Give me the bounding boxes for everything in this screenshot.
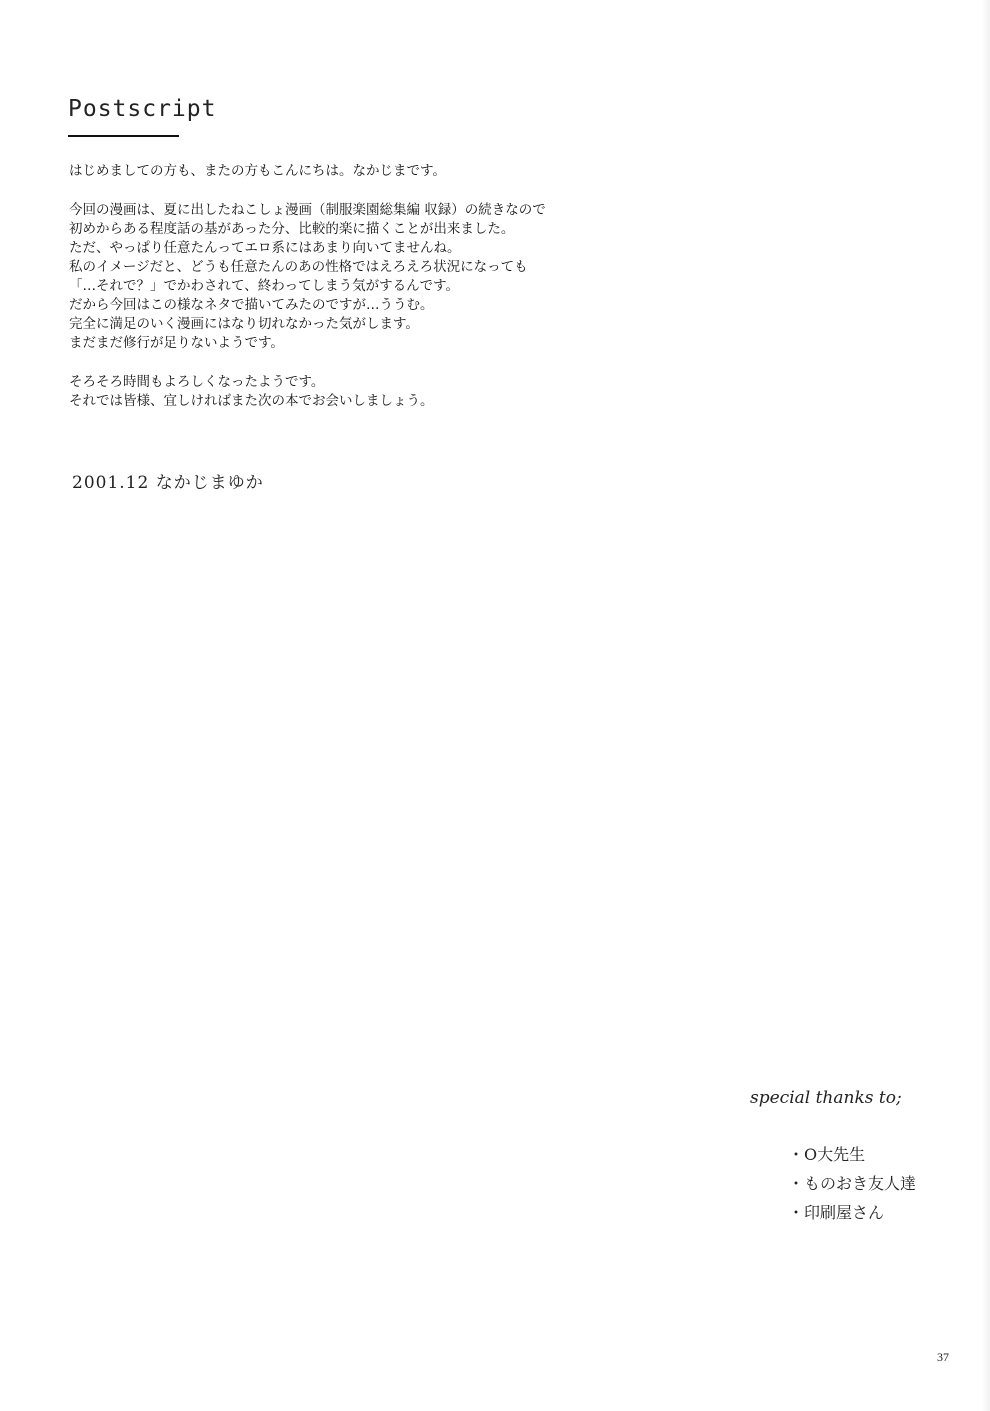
handwritten-signature: 2001.12 なかじまゆか (72, 473, 264, 493)
thanks-item: ・ものおき友人達 (788, 1174, 917, 1193)
body-line: 完全に満足のいく漫画にはなり切れなかった気がします。 (69, 316, 419, 332)
thanks-list (788, 1140, 916, 1227)
title-underline (68, 135, 179, 137)
body-line: だから今回はこの様なネタで描いてみたのですが…ううむ。 (69, 297, 434, 313)
paragraph-comments (69, 201, 669, 353)
body-line: 今回の漫画は、夏に出したねこしょ漫画（制服楽園総集編 収録）の続きなので (69, 202, 546, 218)
body-line: はじめましての方も、またの方もこんにちは。なかじまです。 (69, 163, 446, 179)
thanks-heading: special thanks to; (750, 1088, 902, 1108)
body-line: ただ、やっぱり任意たんってエロ系にはあまり向いてませんね。 (69, 240, 461, 256)
page-title: Postscript (68, 96, 217, 122)
body-line: 私のイメージだと、どうも任意たんのあの性格ではえろえろ状況になっても (69, 259, 528, 275)
body-line: そろそろ時間もよろしくなったようです。 (69, 374, 325, 390)
body-line: 初めからある程度話の基があった分、比較的楽に描くことが出来ました。 (69, 221, 515, 237)
body-line: まだまだ修行が足りないようです。 (69, 335, 284, 351)
paragraph-greeting (69, 162, 669, 181)
postscript-body (69, 162, 669, 431)
body-line: それでは皆様、宜しければまた次の本でお会いしましょう。 (69, 393, 434, 409)
thanks-item: ・印刷屋さん (788, 1203, 885, 1222)
body-line: 「…それで？」でかわされて、終わってしまう気がするんです。 (69, 278, 460, 294)
thanks-item: ・O大先生 (788, 1145, 866, 1164)
page-number: 37 (937, 1350, 949, 1364)
page-edge-shadow (982, 0, 990, 1411)
paragraph-closing (69, 373, 669, 411)
